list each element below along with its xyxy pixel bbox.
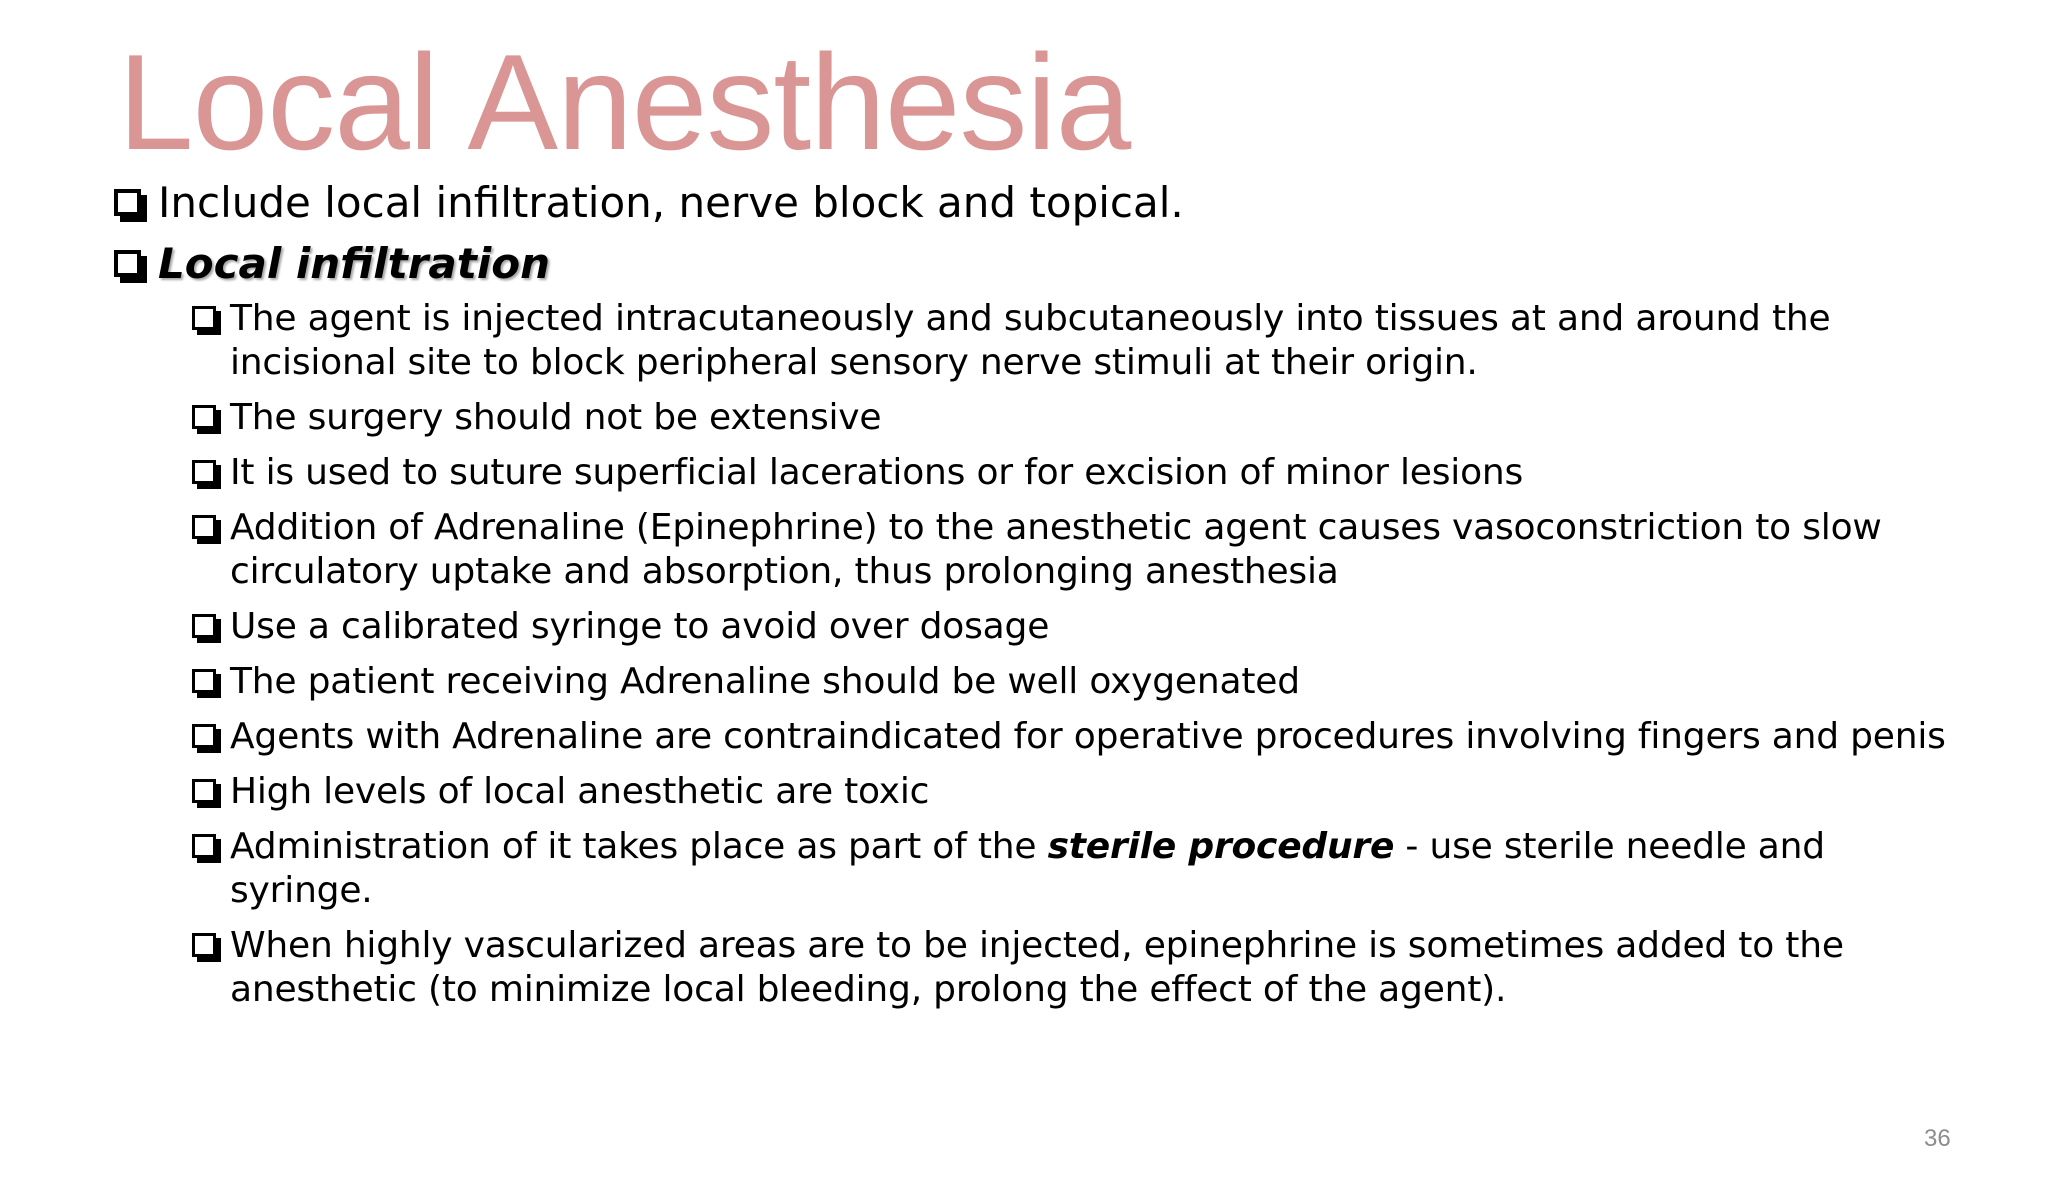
text-run: Administration of it takes place as part of the xyxy=(230,826,1048,867)
sub-bullet xyxy=(190,924,1962,1012)
sub-bullet xyxy=(190,715,1962,759)
sub-bullet-text: High levels of local anesthetic are toxic xyxy=(230,771,930,812)
sub-bullet-text: When highly vascularized areas are to be injected, epinephrine is sometimes added to the anesthetic (to minimize local bleeding, prolong the effect of the agent). xyxy=(230,925,1844,1010)
sub-bullet-text: The surgery should not be extensive xyxy=(230,397,882,438)
sub-bullet-text: The patient receiving Adrenaline should be well oxygenated xyxy=(230,661,1300,702)
checkbox-square-icon xyxy=(190,396,226,440)
page-number: 36 xyxy=(1924,1125,1951,1152)
text-run: - use sterile needle and syringe. xyxy=(230,826,1825,911)
sub-bullet-text: It is used to suture superficial lacerations or for excision of minor lesions xyxy=(230,452,1524,493)
checkbox-square-icon xyxy=(190,451,226,495)
sub-bullet xyxy=(190,660,1962,704)
sub-bullet xyxy=(190,506,1962,594)
slide-content xyxy=(112,175,1962,1023)
checkbox-square-icon xyxy=(190,297,226,341)
section-heading: Local infiltration xyxy=(158,239,550,288)
emphasis-text: sterile procedure xyxy=(1047,826,1395,867)
sub-bullet xyxy=(190,770,1962,814)
section-heading-bullet xyxy=(112,236,1962,292)
sub-bullet xyxy=(190,297,1962,385)
sub-bullet-text: Agents with Adrenaline are contraindicated for operative procedures involving fingers and penis xyxy=(230,716,1946,757)
checkbox-square-icon xyxy=(112,175,152,231)
checkbox-square-icon xyxy=(190,770,226,814)
sub-bullet xyxy=(190,451,1962,495)
sub-bullet xyxy=(190,396,1962,440)
checkbox-square-icon xyxy=(190,924,226,968)
sub-bullet-text xyxy=(230,825,1962,913)
checkbox-square-icon xyxy=(190,605,226,649)
intro-bullet xyxy=(112,175,1962,231)
sub-bullet-text: Use a calibrated syringe to avoid over dosage xyxy=(230,606,1050,647)
checkbox-square-icon xyxy=(190,506,226,550)
sub-bullet-text: Addition of Adrenaline (Epinephrine) to the anesthetic agent causes vasoconstriction to slow circulatory uptake and absorption, thus prolonging anesthesia xyxy=(230,507,1882,592)
checkbox-square-icon xyxy=(190,825,226,869)
sub-bullet-text: The agent is injected intracutaneously and subcutaneously into tissues at and around the incisional site to block peripheral sensory nerve stimuli at their origin. xyxy=(230,298,1831,383)
checkbox-square-icon xyxy=(112,236,152,292)
checkbox-square-icon xyxy=(190,660,226,704)
sub-bullet xyxy=(190,605,1962,649)
intro-text: Include local infiltration, nerve block and topical. xyxy=(158,178,1184,227)
checkbox-square-icon xyxy=(190,715,226,759)
slide-title: Local Anesthesia xyxy=(118,26,1131,178)
sub-bullet xyxy=(190,825,1962,913)
